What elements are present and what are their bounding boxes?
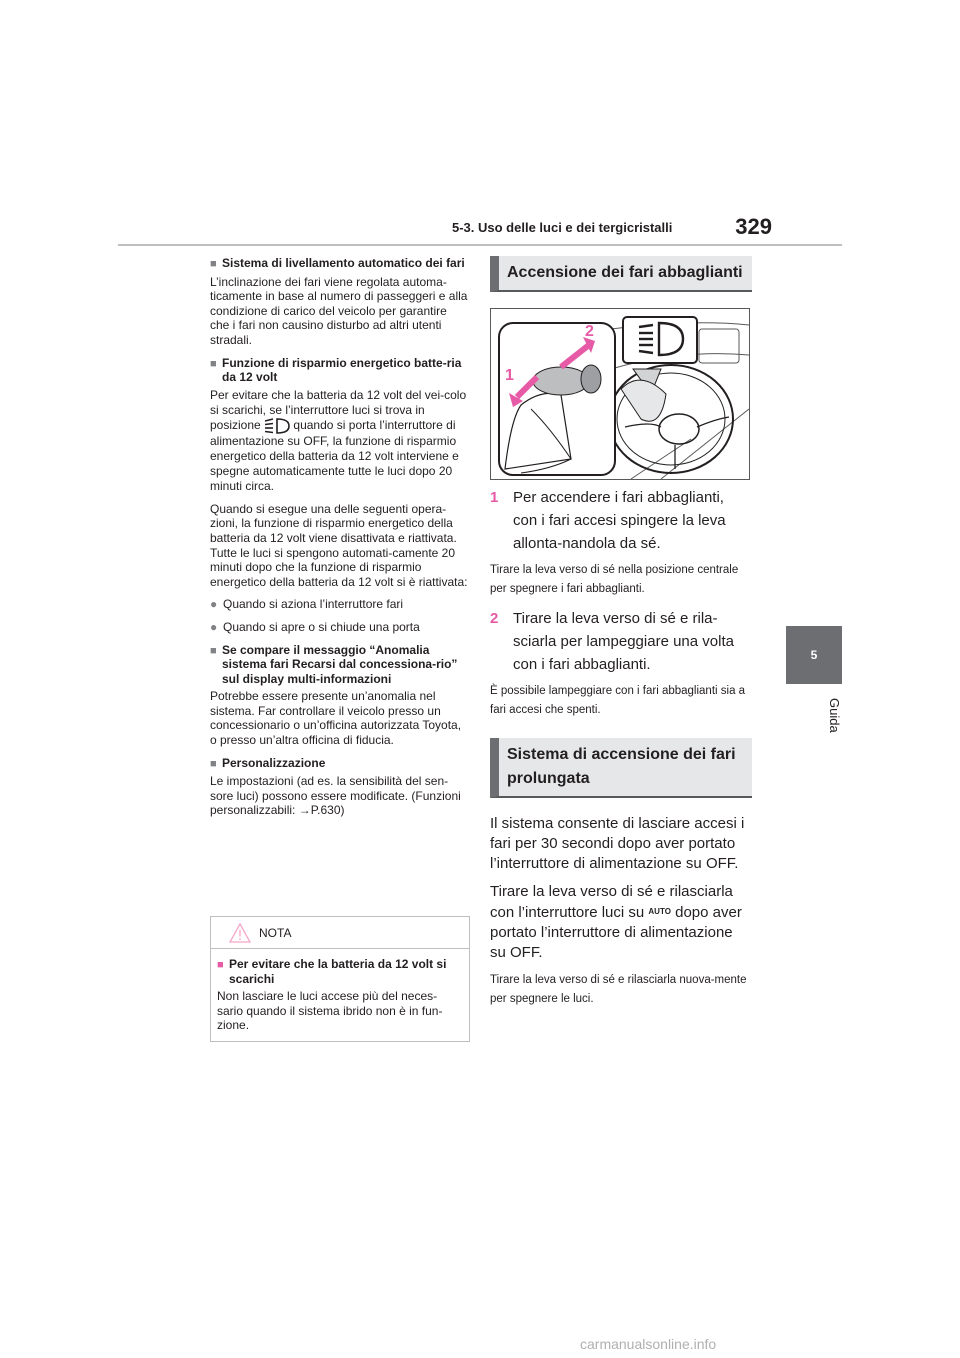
subheading-customization: ■ Personalizzazione — [210, 755, 326, 770]
figure-label-1: 1 — [505, 367, 514, 384]
notice-subheading: ■ Per evitare che la batteria da 12 volt si scarichi — [217, 957, 447, 986]
subheading-leveling: ■ Sistema di livellamento automatico dei fari — [210, 256, 465, 270]
steering-lever-figure — [491, 309, 750, 480]
notice-box — [210, 916, 470, 1042]
paragraph-battery-saver: Per evitare che la batteria da 12 volt del vei-colo si scarichi, se l’interruttore luci si trova in posizione quando si porta l’interruttore di alimentazione su OFF, la funzione di risparmio energetico della batteria da 12 volt interviene e spegne automaticamente tutte le luci dopo 20 minuti circa. — [210, 387, 467, 493]
subheading-battery-saver: ■ Funzione di risparmio energetico batte-ria da 12 volt — [210, 355, 462, 385]
page-number: 329 — [735, 214, 772, 239]
paragraph-reset-conditions: Quando si esegue una delle seguenti opera-zioni, la funzione di risparmio energetico della batteria da 12 volt viene disattivata e riattivata. Tutte le luci si spengono automati-camente 20 minuti dopo che la funzione di risparmio energetico della batteria da 12 volt si è riattivata: — [210, 501, 468, 589]
square-bullet-icon: ■ — [210, 757, 217, 770]
list-item: ● Quando si aziona l’interruttore fari — [210, 597, 404, 612]
paragraph-extended-procedure: Tirare la leva verso di sé e rilasciarla con l’interruttore luci su $^{AUTO}$ dopo aver portato l’interruttore di alimentazione su OFF. — [490, 883, 742, 961]
circle-bullet-icon: ● — [210, 597, 218, 612]
page-header — [452, 214, 792, 244]
square-bullet-icon: ■ — [210, 258, 217, 270]
chapter-tab[interactable]: 5 — [786, 626, 842, 684]
section-heading-high-beams: Accensione dei fari abbaglianti — [490, 256, 752, 292]
lever-illustration — [490, 308, 750, 480]
note-step-2: È possibile lampeggiare con i fari abbaglianti sia a fari accesi che spenti. — [490, 685, 746, 716]
chapter-label: Guida — [827, 697, 842, 733]
notice-header — [211, 917, 469, 949]
subheading-malfunction: ■ Se compare il messaggio “Anomalia sistema fari Recarsi dal concessiona-rio” sul display multi-informazioni — [210, 642, 458, 686]
watermark: carmanualsonline.info — [580, 1336, 717, 1352]
step-2: 2 Tirare la leva verso di sé e rila-sciarla per lampeggiare una volta con i fari abbaglianti. — [490, 610, 734, 673]
notice-text: Non lasciare le luci accese più del neces-sario quando il sistema ibrido non è in fun-zione. — [217, 989, 443, 1033]
section-title: 5-3. Uso delle luci e dei tergicristalli — [452, 220, 673, 235]
step-1: 1 Per accendere i fari abbaglianti, con i fari accesi spingere la leva allonta-nandola da sé. — [490, 489, 726, 552]
figure-label-2: 2 — [585, 323, 594, 340]
notice-label: NOTA — [259, 926, 292, 940]
square-bullet-icon: ■ — [210, 644, 217, 657]
headlight-icon — [264, 418, 290, 434]
warning-triangle-icon — [229, 923, 251, 943]
section-heading-extended-lights: Sistema di accensione dei fari prolungata — [490, 738, 752, 798]
paragraph-extended-lights: Il sistema consente di lasciare accesi i fari per 30 secondi dopo aver portato l’interruttore di alimentazione su OFF. — [490, 815, 745, 872]
circle-bullet-icon: ● — [210, 619, 218, 634]
right-column — [490, 256, 752, 1017]
square-bullet-icon: ■ — [217, 959, 224, 971]
header-divider — [118, 244, 842, 246]
paragraph-leveling: L’inclinazione dei fari viene regolata automa-ticamente in base al numero di passeggeri e alla condizione di carico del veicolo per garantire che i fari non causino disturbo ad altri utenti stradali. — [210, 274, 468, 347]
list-item: ● Quando si apre o si chiude una porta — [210, 619, 420, 634]
left-column — [210, 256, 468, 826]
paragraph-customization: Le impostazioni (ad es. la sensibilità del sen-sore luci) possono essere modificate. (Funzioni personalizzabili: →P.630) — [210, 774, 461, 818]
auto-icon: AUTO — [648, 907, 671, 916]
note-step-1: Tirare la leva verso di sé nella posizione centrale per spegnere i fari abbaglianti. — [490, 564, 739, 595]
notice-body — [211, 949, 469, 1033]
square-bullet-icon: ■ — [210, 357, 217, 370]
paragraph-malfunction: Potrebbe essere presente un’anomalia nel sistema. Far controllare il veicolo presso un concessionario o un’officina autorizzata Toyota, o presso un’altra officina di fiducia. — [210, 689, 462, 748]
note-extended: Tirare la leva verso di sé e rilasciarla nuova-mente per spegnere le luci. — [490, 974, 747, 1005]
